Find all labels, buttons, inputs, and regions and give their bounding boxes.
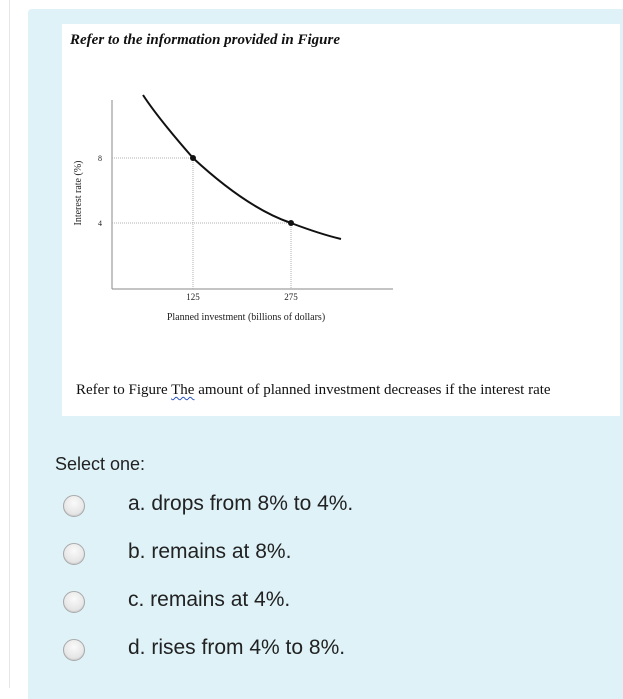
question-text [76, 382, 551, 399]
select-one-label: Select one: [55, 454, 146, 474]
spellcheck-underlined-word: The [171, 382, 195, 398]
answer-option-label[interactable]: b. remains at 8%. [128, 540, 292, 563]
x-axis-label: Planned investment (billions of dollars) [166, 312, 326, 323]
radio-button-d[interactable] [63, 639, 85, 661]
radio-button-c[interactable] [63, 591, 85, 613]
x-tick-label: 125 [186, 292, 200, 302]
question-text-part: amount of planned investment decreases if the interest rate [194, 382, 551, 398]
y-tick-label: 8 [98, 154, 102, 163]
investment-demand-chart [62, 60, 402, 330]
radio-button-a[interactable] [63, 495, 85, 517]
answer-option-label[interactable]: d. rises from 4% to 8%. [128, 636, 346, 659]
answer-option-label[interactable]: c. remains at 4%. [128, 588, 291, 611]
answer-option-b[interactable] [63, 538, 583, 572]
answer-option-a[interactable] [63, 490, 583, 524]
answer-option-c[interactable] [63, 586, 583, 620]
figure-title: Refer to the information provided in Figure [70, 32, 341, 48]
point-275-4 [288, 220, 294, 226]
y-tick-label: 4 [98, 219, 102, 228]
answer-option-label[interactable]: a. drops from 8% to 4%. [128, 492, 354, 515]
answer-option-d[interactable] [63, 634, 583, 668]
y-axis-label: Interest rate (%) [73, 160, 84, 226]
x-tick-label: 275 [284, 292, 298, 302]
question-text-part: Refer to Figure [76, 382, 172, 398]
investment-curve [143, 95, 341, 239]
radio-button-b[interactable] [63, 543, 85, 565]
page-left-divider [9, 0, 10, 688]
point-125-8 [190, 155, 196, 161]
